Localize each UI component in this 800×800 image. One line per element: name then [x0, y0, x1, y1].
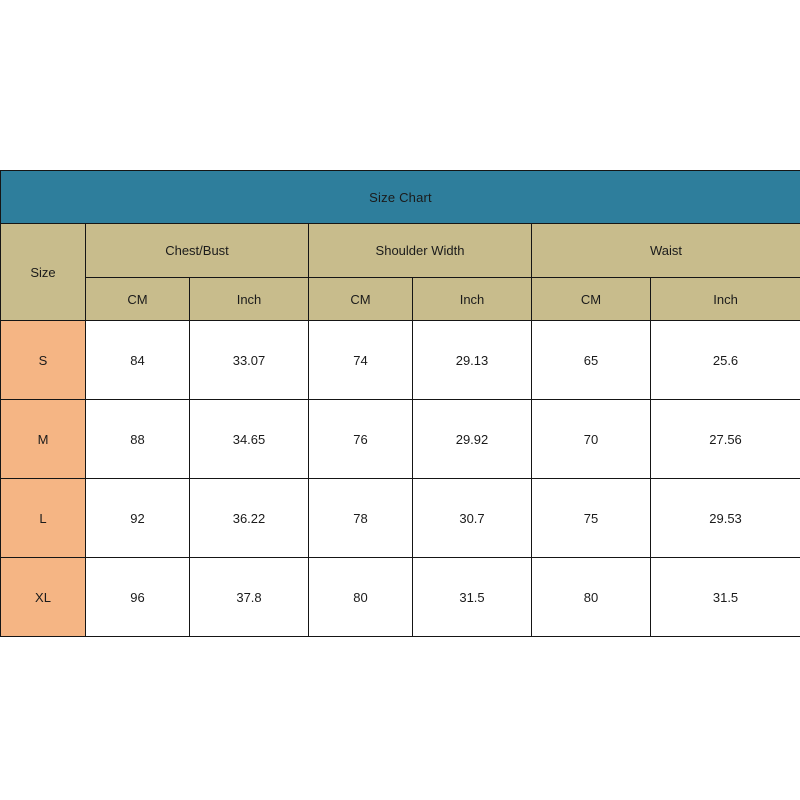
cell-chest-cm: 88 — [86, 400, 190, 479]
cell-shoulder-inch: 30.7 — [413, 479, 532, 558]
cell-chest-cm: 92 — [86, 479, 190, 558]
cell-chest-cm: 84 — [86, 321, 190, 400]
size-label: L — [1, 479, 86, 558]
cell-waist-inch: 27.56 — [651, 400, 800, 479]
cell-chest-inch: 36.22 — [190, 479, 309, 558]
cell-shoulder-cm: 78 — [309, 479, 413, 558]
table-row — [1, 479, 800, 558]
table-row-group-headers — [1, 224, 800, 278]
unit-header-shoulder-cm: CM — [309, 278, 413, 321]
table-row — [1, 558, 800, 637]
table-row — [1, 321, 800, 400]
size-label: M — [1, 400, 86, 479]
cell-waist-cm: 65 — [532, 321, 651, 400]
cell-shoulder-cm: 80 — [309, 558, 413, 637]
unit-header-waist-inch: Inch — [651, 278, 800, 321]
cell-shoulder-inch: 29.92 — [413, 400, 532, 479]
cell-waist-inch: 25.6 — [651, 321, 800, 400]
table-row-unit-headers — [1, 278, 800, 321]
unit-header-shoulder-inch: Inch — [413, 278, 532, 321]
cell-waist-cm: 70 — [532, 400, 651, 479]
table-row — [1, 400, 800, 479]
unit-header-chest-inch: Inch — [190, 278, 309, 321]
group-header-waist: Waist — [532, 224, 800, 278]
cell-waist-cm: 80 — [532, 558, 651, 637]
group-header-shoulder: Shoulder Width — [309, 224, 532, 278]
size-column-header: Size — [1, 224, 86, 321]
cell-chest-inch: 37.8 — [190, 558, 309, 637]
group-header-chest: Chest/Bust — [86, 224, 309, 278]
table-row-title — [1, 171, 800, 224]
size-chart-table — [0, 170, 800, 637]
cell-chest-inch: 34.65 — [190, 400, 309, 479]
cell-shoulder-inch: 31.5 — [413, 558, 532, 637]
size-chart-container — [0, 170, 800, 637]
cell-waist-inch: 29.53 — [651, 479, 800, 558]
size-label: XL — [1, 558, 86, 637]
cell-shoulder-cm: 76 — [309, 400, 413, 479]
cell-shoulder-cm: 74 — [309, 321, 413, 400]
cell-waist-inch: 31.5 — [651, 558, 800, 637]
size-label: S — [1, 321, 86, 400]
unit-header-waist-cm: CM — [532, 278, 651, 321]
cell-waist-cm: 75 — [532, 479, 651, 558]
chart-title: Size Chart — [1, 171, 800, 224]
cell-shoulder-inch: 29.13 — [413, 321, 532, 400]
cell-chest-cm: 96 — [86, 558, 190, 637]
cell-chest-inch: 33.07 — [190, 321, 309, 400]
unit-header-chest-cm: CM — [86, 278, 190, 321]
